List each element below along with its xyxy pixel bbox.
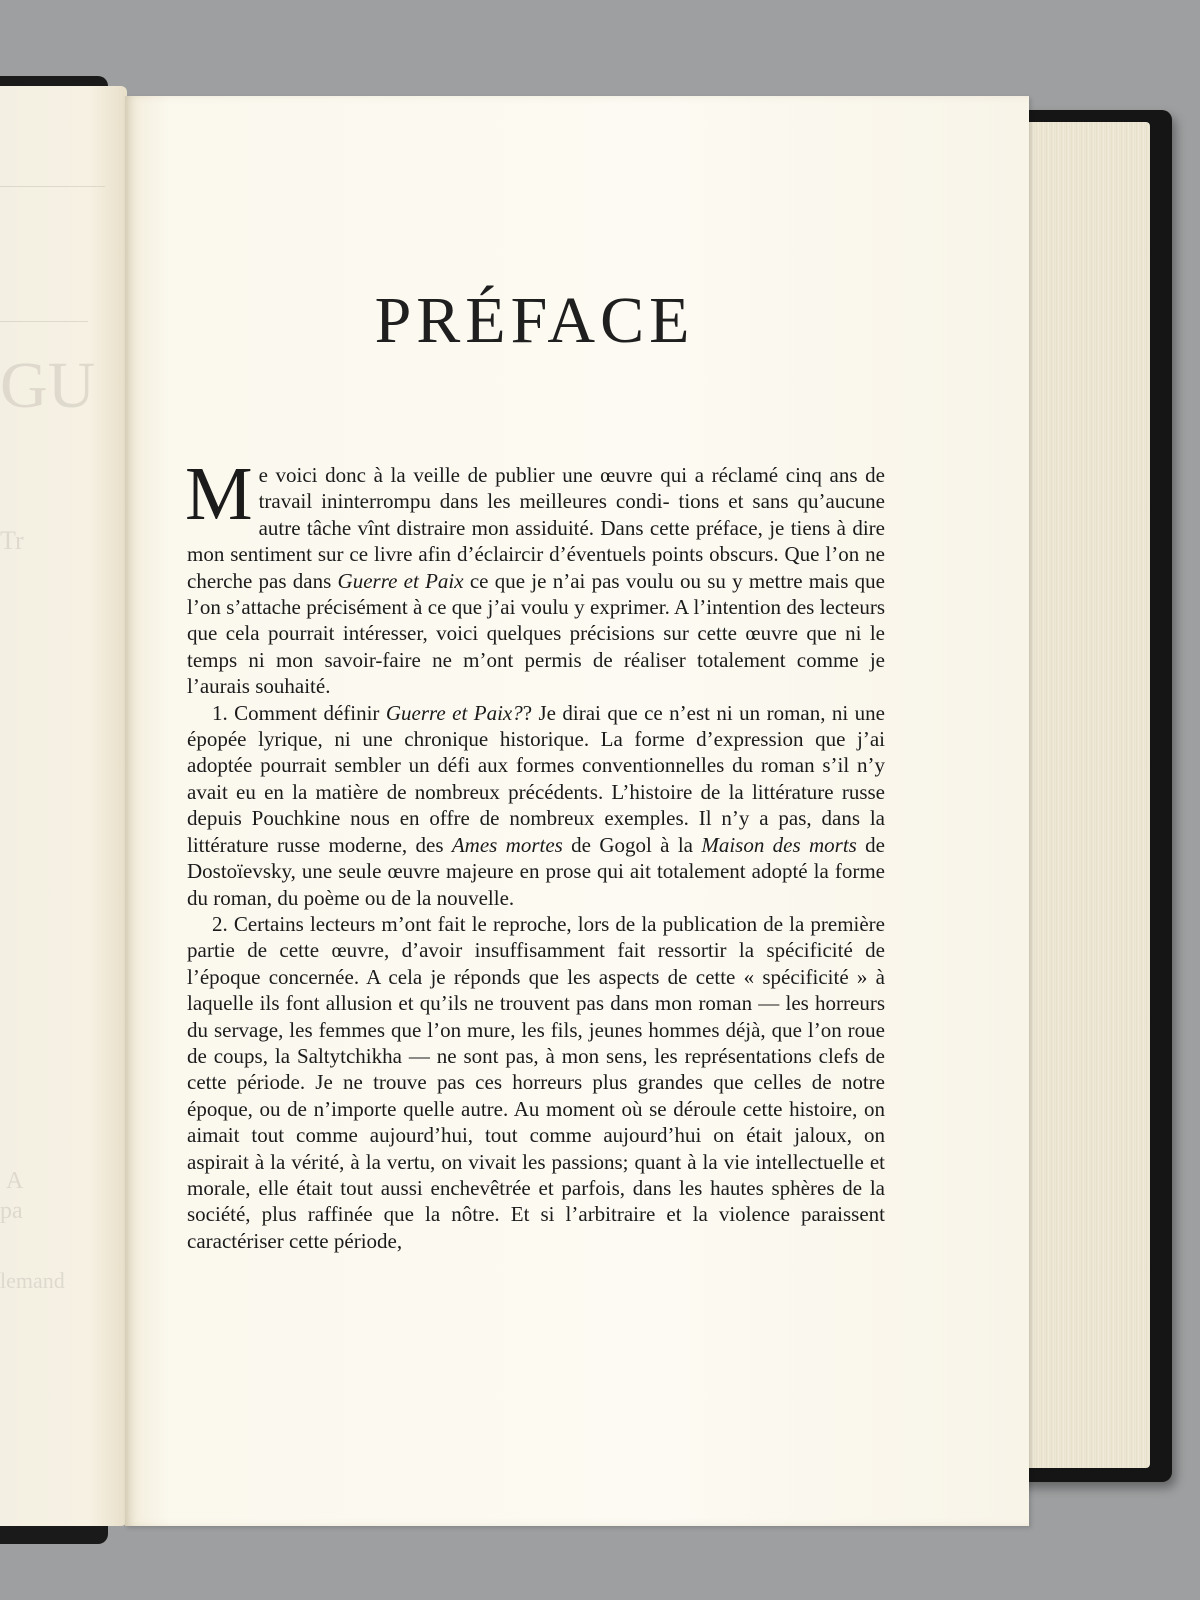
paragraph: 2. Certains lecteurs m’ont fait le reproche, lors de la publication de la première partie de cette œuvre, d’avoir insuffisamment fait ressortir la spécificité de l’époque concernée. A cela je réponds que les aspects de cette « spécificité » à laquelle ils font allusion et qu’ils ne trouvent pas dans mon roman — les horreurs du servage, les femmes que l’on mure, les fils, jeunes hommes déjà, que l’on roue de coups, la Saltytchikha — ne sont pas, à mon sens, les représentations clefs de cette période. Je ne trouve pas ces horreurs plus grandes que celles de notre époque, ou de n’importe quelle autre. Au moment où se déroule cette histoire, on aimait tout comme aujourd’hui, tout comme aujourd’hui on était jaloux, on aspirait à la vérité, à la vertu, on vivait les passions; quant à la vie intellectuelle et morale, elle était tout aussi enchevêtrée et parfois, dans les hautes sphères de la société, plus raffinée que la nôtre. Et si l’arbitraire et la violence paraissent caractériser cette période,: [187, 911, 885, 1253]
drop-cap: M: [185, 452, 253, 536]
show-through-text: A: [6, 1168, 24, 1194]
show-through-text: pa: [0, 1198, 23, 1224]
preface-body: [185, 452, 886, 1254]
show-through-text: Tr: [0, 526, 24, 555]
paragraph: 1. Comment définir Guerre et Paix?? Je dirai que ce n’est ni un roman, ni une épopée lyrique, ni une chronique historique. La forme d’expression que j’ai adoptée pourrait sembler un défi aux formes conventionnelles du roman s’il n’y avait eu en la matière de nombreux précédents. L’histoire de la littérature russe depuis Pouchkine nous en offre de nombreux exemples. Il n’y a pas, dans la littérature russe moderne, des Ames mortes de Gogol à la Maison des morts de Dostoïevsky, une seule œuvre majeure en prose qui ait totalement adopté la forme du roman, du poème ou de la nouvelle.: [187, 700, 886, 910]
page-title: PRÉFACE: [374, 284, 695, 357]
paragraph: Me voici donc à la veille de publier une œuvre qui a réclamé cinq ans de travail ininterrompu dans les meilleures condi- tions et sans qu’aucune autre tâche vînt distraire mon assiduité. Dans cette préface, je tiens à dire mon sentiment sur ce livre afin d’éclaircir d’éventuels points obscurs. Que l’on ne cherche pas dans Guerre et Paix ce que je n’ai pas voulu ou su y mettre mais que l’on s’attache précisément à ce que j’ai voulu y exprimer. A l’intention des lecteurs que cela pourrait intéresser, voici quelques précisions sur cette œuvre que ni le temps ni mon savoir-faire ne m’ont permis de réaliser totalement comme je l’aurais souhaité.: [185, 452, 886, 699]
show-through-letters: GU: [0, 349, 96, 422]
show-through-text: lemand: [0, 1268, 65, 1293]
show-through-rule: [0, 186, 105, 187]
